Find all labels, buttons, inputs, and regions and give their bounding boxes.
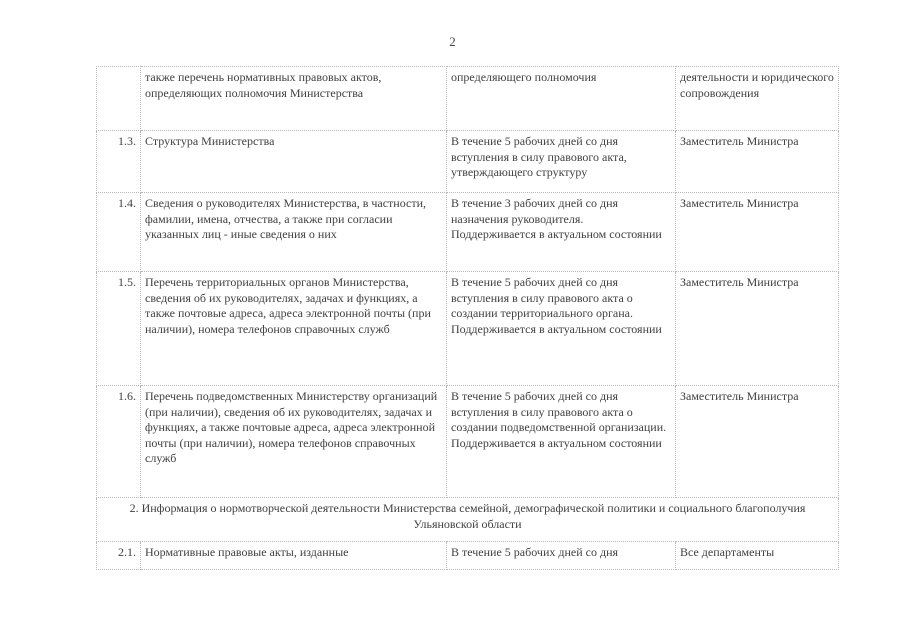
row-information-type: Сведения о руководителях Министерства, в частности, фамилии, имена, отчества, а также при согласии указанных лиц - иные сведения о них (141, 193, 447, 272)
table-row (97, 193, 839, 272)
row-term: В течение 5 рабочих дней со дня вступления в силу правового акта о создании территориального органа. Поддерживается в актуальном состоянии (447, 272, 676, 386)
row-number: 1.3. (97, 131, 141, 193)
table-row (97, 67, 839, 131)
row-number: 1.5. (97, 272, 141, 386)
row-term: В течение 5 рабочих дней со дня вступления в силу правового акта, утверждающего структуру (447, 131, 676, 193)
table-row (97, 131, 839, 193)
row-responsible: Все департаменты (676, 542, 839, 570)
section-header-row (97, 498, 839, 542)
row-number: 2.1. (97, 542, 141, 570)
row-responsible: Заместитель Министра (676, 386, 839, 498)
row-number: 1.4. (97, 193, 141, 272)
row-information-type: также перечень нормативных правовых актов, определяющих полномочия Министерства (141, 67, 447, 131)
row-term: В течение 5 рабочих дней со дня (447, 542, 676, 570)
row-information-type: Нормативные правовые акты, изданные (141, 542, 447, 570)
table-row (97, 542, 839, 570)
row-information-type: Перечень подведомственных Министерству организаций (при наличии), сведения об их руководителях, задачах и функциях, а также почтовые адреса, адреса электронной почты (при наличии), номера телефонов справочных служб (141, 386, 447, 498)
row-term: определяющего полномочия (447, 67, 676, 131)
registry-table (96, 66, 839, 570)
section-title: 2. Информация о нормотворческой деятельности Министерства семейной, демографической политики и социального благополучия Ульяновской области (97, 498, 839, 542)
page-number: 2 (449, 34, 456, 49)
row-information-type: Структура Министерства (141, 131, 447, 193)
row-term: В течение 5 рабочих дней со дня вступления в силу правового акта о создании подведомственной организации. Поддерживается в актуальном состоянии (447, 386, 676, 498)
row-term: В течение 3 рабочих дней со дня назначения руководителя. Поддерживается в актуальном состоянии (447, 193, 676, 272)
row-responsible: Заместитель Министра (676, 272, 839, 386)
row-responsible: Заместитель Министра (676, 131, 839, 193)
row-number: 1.6. (97, 386, 141, 498)
row-responsible: деятельности и юридического сопровождения (676, 67, 839, 131)
row-number (97, 67, 141, 131)
table-row (97, 272, 839, 386)
table-row (97, 386, 839, 498)
row-information-type: Перечень территориальных органов Министерства, сведения об их руководителях, задачах и функциях, а также почтовые адреса, адреса электронной почты (при наличии), номера телефонов справочных служб (141, 272, 447, 386)
row-responsible: Заместитель Министра (676, 193, 839, 272)
